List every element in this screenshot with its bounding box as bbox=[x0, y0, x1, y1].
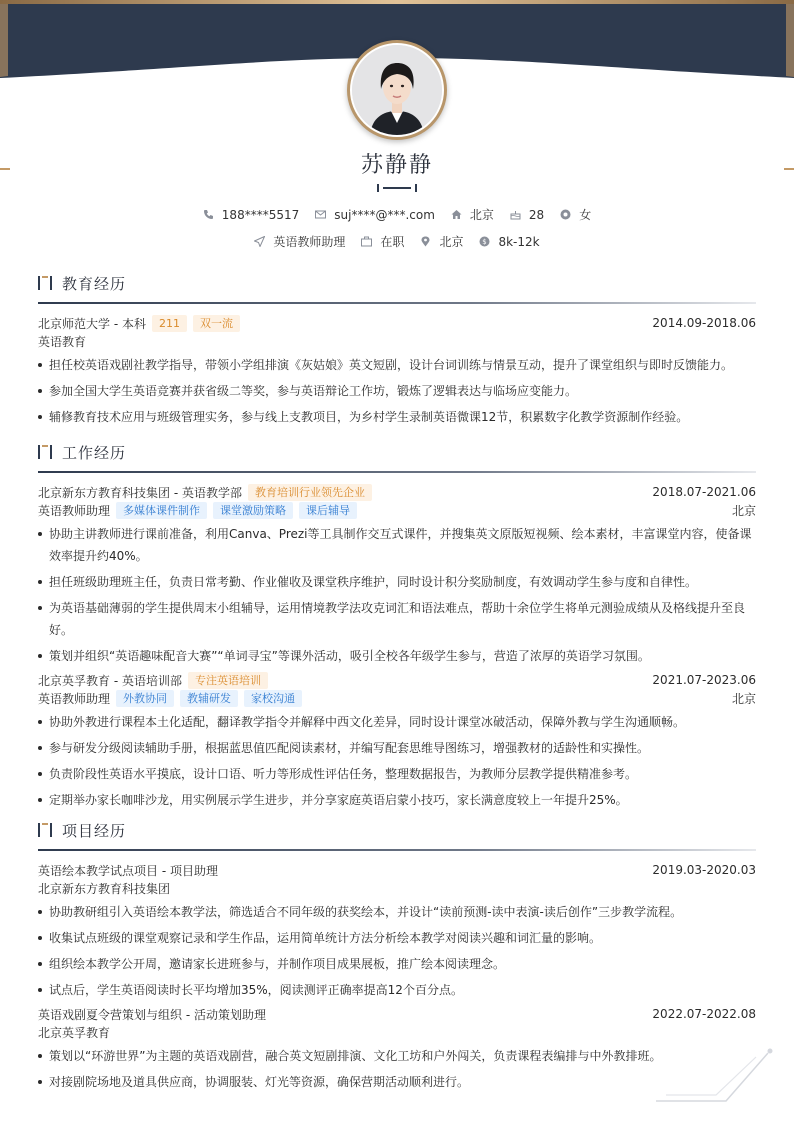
list-item: 辅修教育技术应用与班级管理实务，参与线上支教项目，为乡村学生录制英语微课12节，积累数字化教学资源制作经验。 bbox=[38, 406, 756, 428]
project-sub bbox=[38, 879, 756, 897]
location-pin-icon bbox=[420, 236, 431, 247]
city-text: 北京 bbox=[469, 208, 494, 222]
job-city: 北京 bbox=[731, 691, 756, 706]
list-item: 协助主讲教师进行课前准备，利用Canva、Prezi等工具制作交互式课件，并搜集英文原版短视频、绘本素材，丰富课堂内容，使备课效率提升约40%。 bbox=[38, 523, 756, 567]
section-header bbox=[38, 441, 756, 463]
project-bullets bbox=[38, 1045, 756, 1093]
education-header bbox=[38, 314, 756, 332]
list-item: 策划以“环游世界”为主题的英语戏剧营，融合英文短剧排演、文化工坊和户外闯关，负责课程表编排与中外教排班。 bbox=[38, 1045, 756, 1067]
school-tag: 双一流 bbox=[193, 315, 240, 332]
job-date: 2018.07-2021.06 bbox=[652, 485, 756, 499]
section-title: 工作经历 bbox=[62, 443, 127, 462]
job-role: 英语教师助理 bbox=[38, 503, 111, 518]
project-date: 2022.07-2022.08 bbox=[652, 1007, 756, 1021]
list-item: 担任校英语戏剧社教学指导，带领小学组排演《灰姑娘》英文短剧，设计台词训练与情景互动，提升了课堂组织与即时反馈能力。 bbox=[38, 354, 756, 376]
list-item: 策划并组织“英语趣味配音大赛”“单词寻宝”等课外活动，吸引全校各年级学生参与，营造了浓厚的英语学习氛围。 bbox=[38, 645, 756, 667]
project-header bbox=[38, 861, 756, 879]
work-section bbox=[38, 441, 756, 811]
gender-text: 女 bbox=[579, 208, 592, 222]
job-sub bbox=[38, 689, 756, 707]
education-date: 2014.09-2018.06 bbox=[652, 316, 756, 330]
skill-tag: 多媒体课件制作 bbox=[116, 502, 207, 519]
list-item: 收集试点班级的课堂观察记录和学生作品，运用简单统计方法分析绘本教学对阅读兴趣和词汇量的影响。 bbox=[38, 927, 756, 949]
job-entry bbox=[38, 483, 756, 667]
corner-decoration bbox=[656, 1043, 776, 1103]
job-header bbox=[38, 483, 756, 501]
avatar-frame bbox=[347, 40, 447, 140]
job-header bbox=[38, 671, 756, 689]
project-bullets bbox=[38, 901, 756, 1001]
section-divider bbox=[38, 849, 756, 851]
skill-tag: 课后辅导 bbox=[299, 502, 357, 519]
job-sub bbox=[38, 501, 756, 519]
portrait-photo bbox=[352, 45, 442, 135]
salary-info bbox=[479, 235, 539, 249]
education-sub bbox=[38, 332, 756, 350]
city-info bbox=[451, 206, 494, 223]
job-city: 北京 bbox=[731, 503, 756, 518]
name-divider bbox=[377, 184, 417, 192]
education-bullets bbox=[38, 354, 756, 428]
job-role: 英语教师助理 bbox=[38, 691, 111, 706]
email-info bbox=[315, 208, 435, 222]
phone-text: 188****5517 bbox=[221, 207, 300, 222]
age-info bbox=[510, 208, 544, 222]
phone-info bbox=[203, 208, 299, 222]
email-text: suj****@***.com bbox=[334, 207, 435, 222]
candidate-name: 苏静静 bbox=[360, 153, 433, 178]
section-header bbox=[38, 272, 756, 294]
job-entry bbox=[38, 671, 756, 811]
money-icon bbox=[479, 236, 490, 247]
list-item: 对接剧院场地及道具供应商，协调服装、灯光等资源，确保营期活动顺利进行。 bbox=[38, 1071, 756, 1093]
company-name: 北京英孚教育 - 英语培训部 bbox=[38, 673, 182, 688]
status-info bbox=[361, 233, 404, 250]
salary-text: 8k-12k bbox=[498, 234, 540, 249]
list-item: 组织绘本教学公开周，邀请家长进班参与，并制作项目成果展板，推广绘本阅读理念。 bbox=[38, 953, 756, 975]
project-org: 北京英孚教育 bbox=[38, 1025, 111, 1040]
project-entry bbox=[38, 1005, 756, 1093]
status-text: 在职 bbox=[380, 235, 405, 249]
project-header bbox=[38, 1005, 756, 1023]
project-sub bbox=[38, 1023, 756, 1041]
send-icon bbox=[254, 236, 265, 247]
school-name: 北京师范大学 - 本科 bbox=[38, 316, 146, 331]
list-item: 协助教研组引入英语绘本教学法，筛选适合不同年级的获奖绘本，并设计“读前预测-读中表演-读后创作”三步教学流程。 bbox=[38, 901, 756, 923]
phone-icon bbox=[203, 209, 214, 220]
list-item: 参加全国大学生英语竞赛并获省级二等奖，参与英语辩论工作坊，锻炼了逻辑表达与临场应变能力。 bbox=[38, 380, 756, 402]
list-item: 参与研发分级阅读辅助手册，根据蓝思值匹配阅读素材，并编写配套思维导图练习，增强教材的适龄性和实操性。 bbox=[38, 737, 756, 759]
job-bullets bbox=[38, 711, 756, 811]
company-tag: 专注英语培训 bbox=[188, 672, 268, 689]
cake-icon bbox=[510, 209, 521, 220]
education-section bbox=[38, 272, 756, 428]
target-city-info bbox=[420, 233, 463, 250]
contact-row bbox=[0, 206, 794, 223]
section-title: 项目经历 bbox=[62, 821, 127, 840]
gender-icon bbox=[560, 209, 571, 220]
project-date: 2019.03-2020.03 bbox=[652, 863, 756, 877]
job-date: 2021.07-2023.06 bbox=[652, 673, 756, 687]
home-icon bbox=[451, 209, 462, 220]
job-intent-row bbox=[0, 233, 794, 250]
section-marker-icon bbox=[38, 445, 54, 459]
skill-tag: 课堂激励策略 bbox=[213, 502, 293, 519]
mail-icon bbox=[315, 209, 326, 220]
skill-tag: 家校沟通 bbox=[244, 690, 302, 707]
section-divider bbox=[38, 471, 756, 473]
projects-section bbox=[38, 819, 756, 1093]
project-entry bbox=[38, 861, 756, 1001]
briefcase-icon bbox=[361, 236, 372, 247]
list-item: 负责阶段性英语水平摸底，设计口语、听力等形成性评估任务，整理数据报告，为教师分层教学提供精准参考。 bbox=[38, 763, 756, 785]
avatar bbox=[350, 43, 444, 137]
section-marker-icon bbox=[38, 276, 54, 290]
job-target-text: 英语教师助理 bbox=[273, 235, 346, 249]
skill-tag: 教辅研发 bbox=[180, 690, 238, 707]
project-org: 北京新东方教育科技集团 bbox=[38, 881, 171, 896]
age-text: 28 bbox=[528, 207, 545, 222]
company-name: 北京新东方教育科技集团 - 英语教学部 bbox=[38, 485, 242, 500]
project-name: 英语绘本教学试点项目 - 项目助理 bbox=[38, 863, 218, 878]
section-header bbox=[38, 819, 756, 841]
gender-info bbox=[560, 206, 591, 223]
section-divider bbox=[38, 302, 756, 304]
section-title: 教育经历 bbox=[62, 274, 127, 293]
company-tag: 教育培训行业领先企业 bbox=[248, 484, 372, 501]
job-bullets bbox=[38, 523, 756, 667]
major: 英语教育 bbox=[38, 334, 87, 349]
list-item: 担任班级助理班主任，负责日常考勤、作业催收及课堂秩序维护，同时设计积分奖励制度，有效调动学生参与度和自律性。 bbox=[38, 571, 756, 593]
section-marker-icon bbox=[38, 823, 54, 837]
school-tag: 211 bbox=[152, 315, 187, 332]
project-name: 英语戏剧夏令营策划与组织 - 活动策划助理 bbox=[38, 1007, 266, 1022]
list-item: 协助外教进行课程本土化适配，翻译教学指令并解释中西文化差异，同时设计课堂冰破活动，保障外教与学生沟通顺畅。 bbox=[38, 711, 756, 733]
job-target-info bbox=[254, 233, 345, 250]
list-item: 定期举办家长咖啡沙龙，用实例展示学生进步，并分享家庭英语启蒙小技巧，家长满意度较上一年提升25%。 bbox=[38, 789, 756, 811]
target-city-text: 北京 bbox=[439, 235, 464, 249]
skill-tag: 外教协同 bbox=[116, 690, 174, 707]
list-item: 试点后，学生英语阅读时长平均增加35%，阅读测评正确率提高12个百分点。 bbox=[38, 979, 756, 1001]
list-item: 为英语基础薄弱的学生提供周末小组辅导，运用情境教学法攻克词汇和语法难点，帮助十余位学生将单元测验成绩从及格线提升至良好。 bbox=[38, 597, 756, 641]
svg-text:$: $ bbox=[482, 238, 488, 246]
